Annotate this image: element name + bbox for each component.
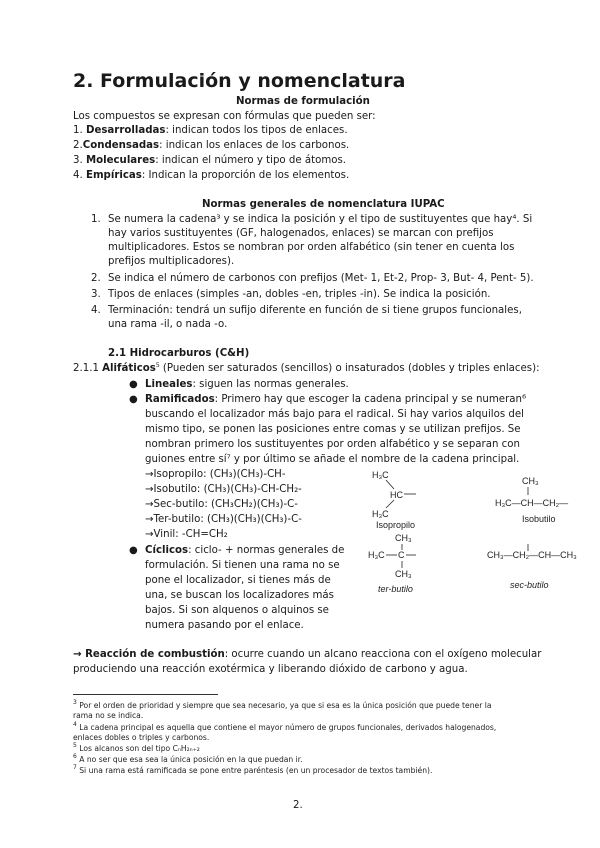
- paragraph-line: bajos. Si son alquenos o alquinos se: [145, 605, 329, 616]
- list-item: 4. Empíricas: Indican la proporción de los elementos.: [73, 170, 350, 181]
- terbutilo-label: ter-butilo: [378, 584, 413, 594]
- list-item-line: prefijos multiplicadores).: [108, 256, 235, 267]
- paragraph-line: mismo tipo, se ponen las posiciones entre comas y se utilizan prefijos. Se: [145, 424, 521, 435]
- footnote: $^6$ A no ser que esa sea la única posición en la que puedan ir.: [73, 753, 303, 764]
- svg-text:CH₃: CH₃: [395, 569, 412, 579]
- paragraph-line: produciendo una reacción exotérmica y liberando dióxido de carbono y agua.: [73, 664, 468, 675]
- footnote: enlaces dobles o triples y carbonos.: [73, 733, 210, 742]
- secbutilo-label: sec-butilo: [510, 580, 549, 590]
- paragraph-line: formulación. Si tienen una rama no se: [145, 560, 340, 571]
- list-item-line: Terminación: tendrá un sufijo diferente en función de si tiene grupos funcionales,: [108, 305, 522, 316]
- radical-isopropilo: →Isopropilo: (CH₃)(CH₃)-CH-: [145, 469, 286, 480]
- combustion-paragraph: → Reacción de combustión: ocurre cuando un alcano reacciona con el oxígeno molecular: [73, 649, 542, 660]
- page-title: 2. Formulación y nomenclatura: [73, 70, 406, 92]
- bullet-lineales: Lineales: siguen las normas generales.: [145, 379, 349, 390]
- paragraph-line: nombran primero los sustituyentes por orden alfabético y se separan con: [145, 439, 520, 450]
- list-number: 2.: [91, 273, 101, 284]
- list-item-line: una rama -il, o nada -o.: [108, 319, 228, 330]
- paragraph-line: numera pasando por el enlace.: [145, 620, 304, 631]
- svg-text:C: C: [398, 550, 405, 560]
- paragraph-line: buscando el localizador más bajo para el radical. Si hay varios alquilos del: [145, 409, 524, 420]
- list-item-line: Se indica el número de carbonos con prefijos (Met- 1, Et-2, Prop- 3, But- 4, Pent- 5).: [108, 273, 534, 284]
- secbutilo-structure: [487, 544, 577, 590]
- svg-text:CH₃: CH₃: [522, 476, 539, 486]
- isobutilo-structure: [495, 476, 568, 524]
- structural-formulas-figure: [350, 462, 590, 602]
- subsubsection-line: 2.1.1 Alifáticos$^5$ (Pueden ser saturados (sencillos) o insaturados (dobles y triples enlaces):: [73, 362, 540, 374]
- bullet: ●: [129, 545, 138, 556]
- list-item: 2.Condensadas: indican los enlaces de los carbonos.: [73, 140, 350, 151]
- list-item: 1. Desarrolladas: indican todos los tipos de enlaces.: [73, 125, 348, 136]
- svg-text:H₃C: H₃C: [372, 509, 389, 519]
- isopropilo-structure: [372, 470, 416, 530]
- isobutilo-label: Isobutilo: [522, 514, 556, 524]
- list-item-line: Tipos de enlaces (simples -an, dobles -en, triples -in). Se indica la posición.: [108, 289, 491, 300]
- svg-text:HC: HC: [390, 490, 403, 500]
- svg-text:CH₃: CH₃: [395, 533, 412, 543]
- list-number: 3.: [91, 289, 101, 300]
- section-heading-iupac: Normas generales de nomenclatura IUPAC: [202, 199, 445, 210]
- list-item-line: Se numera la cadena³ y se indica la posición y el tipo de sustituyentes que hay⁴. Si: [108, 214, 533, 225]
- radical-secbutilo: →Sec-butilo: (CH₃CH₂)(CH₃)-C-: [145, 499, 298, 510]
- list-number: 1.: [91, 214, 101, 225]
- isopropilo-label: Isopropilo: [376, 520, 416, 530]
- bullet-ciclicos: Cíclicos: ciclo- + normas generales de: [145, 545, 345, 556]
- radical-vinil: →Vinil: -CH=CH₂: [145, 529, 228, 540]
- list-item-line: hay varios sustituyentes (GF, halogenados, enlaces) se marcan con prefijos: [108, 228, 494, 239]
- paragraph-line: una, se buscan los localizadores más: [145, 590, 334, 601]
- section-heading-formulacion: Normas de formulación: [236, 96, 370, 107]
- subsection-heading: 2.1 Hidrocarburos (C&H): [108, 348, 250, 359]
- footnote: $^4$ La cadena principal es aquella que contiene el mayor número de grupos funcionales, derivados halogenados,: [73, 721, 497, 732]
- footnote-separator: [73, 694, 218, 695]
- radical-terbutilo: →Ter-butilo: (CH₃)(CH₃)(CH₃)-C-: [145, 514, 302, 525]
- paragraph-line: guiones entre sí⁷ y por último se añade el nombre de la cadena principal.: [145, 454, 520, 465]
- paragraph-line: pone el localizador, si tienes más de: [145, 575, 331, 586]
- bullet-ramificados: Ramificados: Primero hay que escoger la cadena principal y se numeran⁶: [145, 394, 527, 405]
- svg-text:H₃C: H₃C: [368, 550, 385, 560]
- svg-text:H₃C—CH—CH₂—: H₃C—CH—CH₂—: [495, 498, 569, 508]
- list-item: 3. Moleculares: indican el número y tipo de átomos.: [73, 155, 347, 166]
- svg-text:H₃C: H₃C: [372, 470, 389, 480]
- terbutilo-structure: [368, 533, 416, 594]
- bullet: ●: [129, 394, 138, 405]
- page-number: 2.: [293, 800, 303, 811]
- footnote: rama no se indica.: [73, 711, 144, 720]
- list-item-line: multiplicadores. Estos se nombran por orden alfabético (sin tener en cuenta los: [108, 242, 515, 253]
- radical-isobutilo: →Isobutilo: (CH₃)(CH₃)-CH-CH₂-: [145, 484, 302, 495]
- footnote: $^5$ Los alcanos son del tipo CₙH₂ₙ₊₂: [73, 742, 200, 753]
- footnote: $^3$ Por el orden de prioridad y siempre que sea necesario, ya que si esa es la única posición que puede tener la: [73, 699, 492, 710]
- footnote: $^7$ Si una rama está ramificada se pone entre paréntesis (en un procesador de textos también).: [73, 764, 433, 775]
- bullet: ●: [129, 379, 138, 390]
- intro-text: Los compuestos se expresan con fórmulas que pueden ser:: [73, 111, 376, 122]
- svg-text:CH₃—CH₂—CH—CH₃: CH₃—CH₂—CH—CH₃: [487, 550, 577, 560]
- list-number: 4.: [91, 305, 101, 316]
